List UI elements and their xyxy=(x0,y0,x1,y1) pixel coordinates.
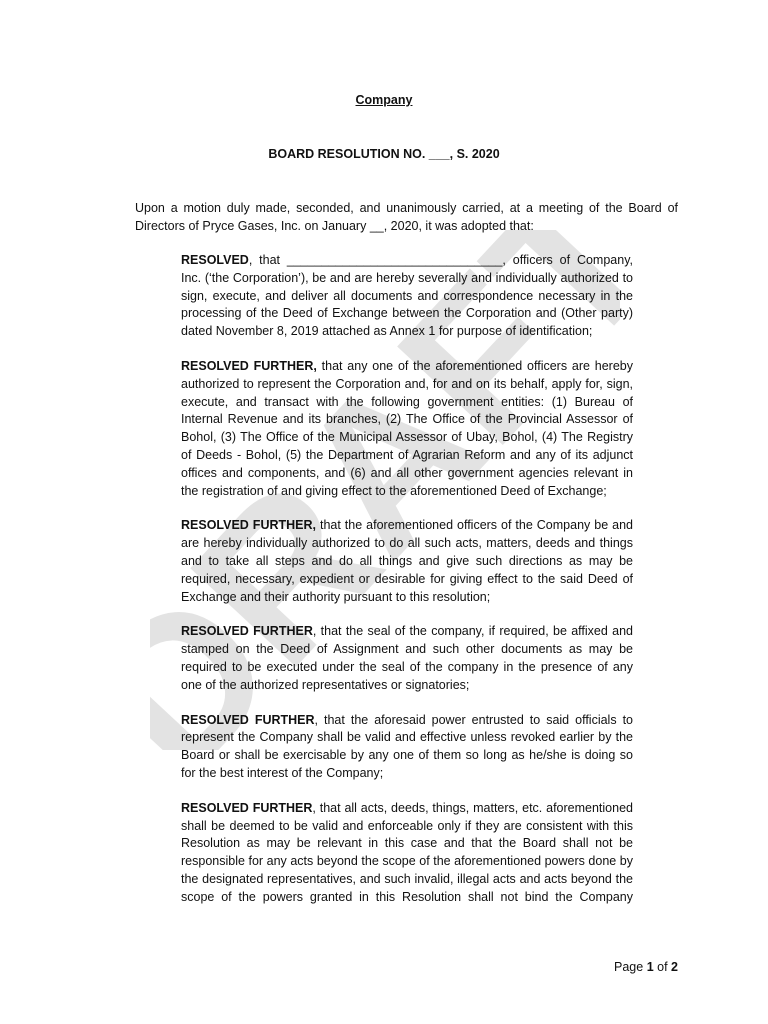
resolution-text: , that the seal of the company, if required, be affixed and stamped on the Deed of Assignment and such other documents as may be required to be executed under the seal of the company in the presence of any one of the authorized representatives or signatories; xyxy=(181,624,633,692)
current-page: 1 xyxy=(646,960,654,974)
resolution-lead: RESOLVED FURTHER, xyxy=(181,358,317,373)
watermark-text: DRAFT xyxy=(150,230,620,750)
resolution-lead: RESOLVED xyxy=(181,253,249,267)
resolution-paragraph xyxy=(181,623,633,694)
of-label: of xyxy=(657,960,668,974)
resolution-text: that the aforementioned officers of the Company be and are hereby individually authorized to do all such acts, matters, deeds and things and to take all steps and do all things and give such directions as may be required, necessary, expedient or desirable for giving effect to the said Deed of Exchange and their authority pursuant to this resolution; xyxy=(181,518,633,604)
resolution-lead: RESOLVED FURTHER xyxy=(181,800,313,815)
resolution-lead: RESOLVED FURTHER xyxy=(181,712,315,727)
resolutions-block xyxy=(181,252,633,907)
resolution-text: that any one of the aforementioned officers are hereby authorized to represent the Corporation and, for and on its behalf, apply for, sign, execute, and transact with the following government entities: (1) Bureau of Internal Revenue and its branches, (2) The Office of the Provincial Assessor of Bohol, (3) The Office of the Municipal Assessor of Ubay, Bohol, (4) The Registry of Deeds - Bohol, (5) the Department of Agrarian Reform and any of its adjunct offices and components, and (6) and all other government agencies relevant in the registration of and giving effect to the aforementioned Deed of Exchange; xyxy=(181,358,633,498)
resolution-text: , that _______________________________, officers of Company, Inc. (‘the Corporation’), be and are hereby severally and individually authorized to sign, execute, and deliver all documents and correspondence necessary in the processing of the Deed of Exchange between the Corporation and (Other party) dated November 8, 2019 attached as Annex 1 for purpose of identification; xyxy=(181,253,633,339)
resolution-paragraph xyxy=(181,712,633,783)
total-pages: 2 xyxy=(671,960,678,974)
resolution-text: , that the aforesaid power entrusted to said officials to represent the Company shall be valid and effective unless revoked earlier by the Board or shall be exercisable by any one of them so long as he/she is doing so for the best interest of the Company; xyxy=(181,712,633,780)
resolution-paragraph xyxy=(181,517,633,606)
resolution-lead: RESOLVED FURTHER, xyxy=(181,518,316,533)
resolution-paragraph xyxy=(181,800,633,907)
page-number xyxy=(614,960,678,974)
resolution-heading: BOARD RESOLUTION NO. ___, S. 2020 xyxy=(268,147,500,161)
company-heading: Company xyxy=(355,93,413,107)
page-label: Page xyxy=(614,960,644,974)
intro-paragraph: Upon a motion duly made, seconded, and unanimously carried, at a meeting of the Board of Directors of Pryce Gases, Inc. on January __, 2020, it was adopted that: xyxy=(135,201,678,233)
resolution-paragraph xyxy=(181,358,633,500)
resolution-paragraph xyxy=(181,252,633,341)
resolution-lead: RESOLVED FURTHER xyxy=(181,624,313,639)
resolution-text: , that all acts, deeds, things, matters, etc. aforementioned shall be deemed to be valid and enforceable only if they are consistent with this Resolution as may be relevant in this case and that the Board shall not be responsible for any acts beyond the scope of the aforementioned powers done by the designated representatives, and such invalid, illegal acts and acts beyond the scope of the powers granted in this Resolution shall not bind the Company xyxy=(181,800,633,904)
